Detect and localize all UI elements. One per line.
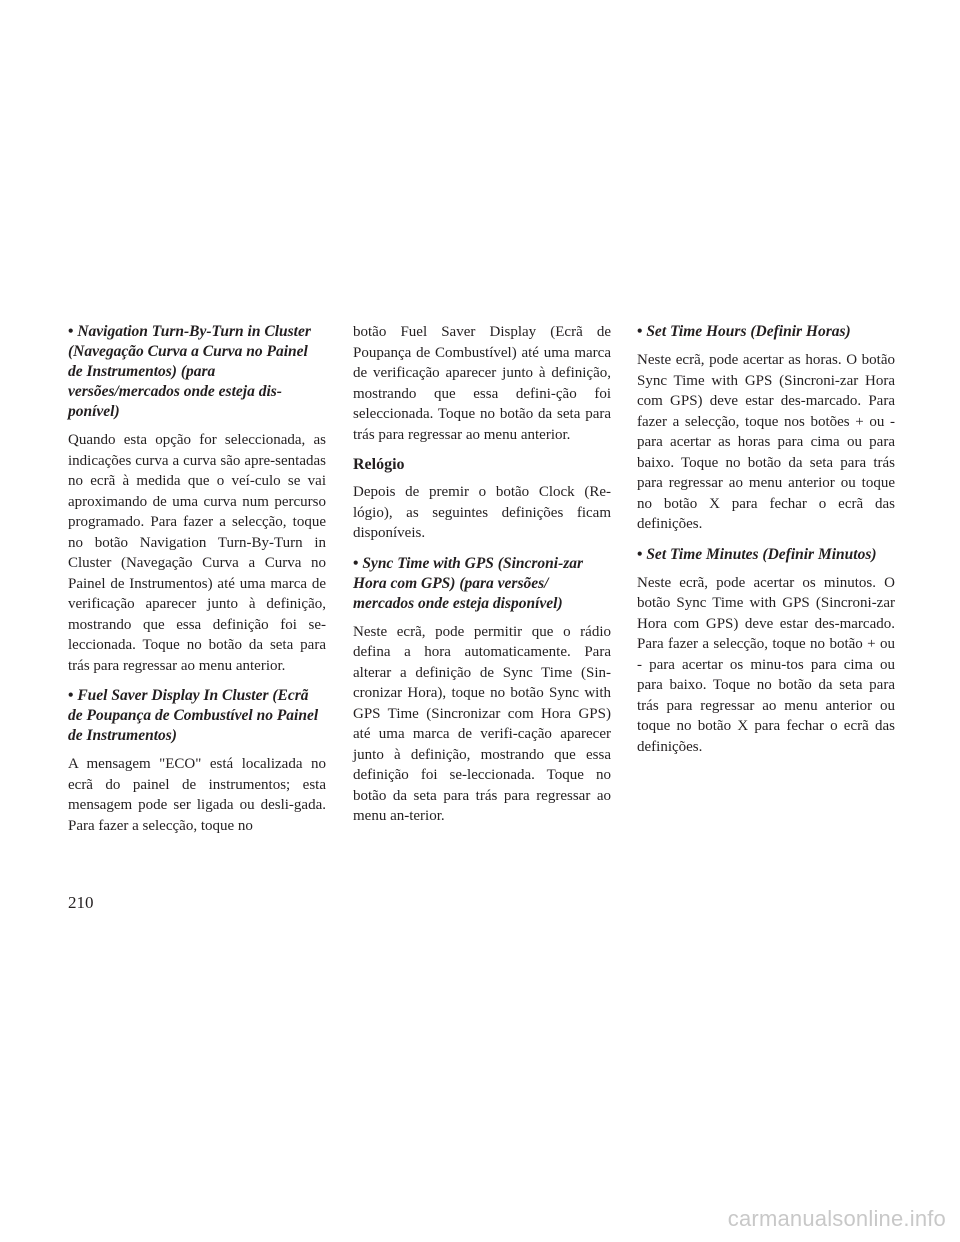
heading-text: Navigation Turn-By-Turn in Cluster (Navegação Curva a Curva no Painel de Instrumentos) (para versões/mercados onde esteja dis-ponível) (68, 323, 311, 420)
heading-text: Set Time Hours (Definir Horas) (646, 323, 851, 340)
bullet-icon: • (68, 323, 74, 340)
watermark-text: carmanualsonline.info (727, 1206, 946, 1231)
section-heading (68, 322, 326, 422)
column-right (637, 322, 895, 767)
body-paragraph: Quando esta opção for seleccionada, as indicações curva a curva são apre-sentadas no ecrã à medida que o veí-culo se vai aproximando de uma curva num percurso programado. Para fazer a selecção, toque no botão Navigation Turn-By-Turn in Cluster (Navegação Curva a Curva no Painel de Instrumentos) até uma marca de verificação aparecer junto à definição, mostrando que essa definição foi se-leccionada. Toque no botão da seta para trás para regressar ao menu anterior. (68, 432, 326, 674)
bullet-icon: • (637, 323, 643, 340)
column-middle (353, 322, 611, 837)
section-subheading: Relógio (353, 456, 405, 473)
body-paragraph: A mensagem "ECO" está localizada no ecrã do painel de instrumentos; esta mensagem pode ser ligada ou desli-gada. Para fazer a selecção, toque no (68, 756, 326, 834)
body-paragraph: Depois de premir o botão Clock (Re-lógio), as seguintes definições ficam disponíveis. (353, 484, 611, 541)
body-paragraph: botão Fuel Saver Display (Ecrã de Poupança de Combustível) até uma marca de verificação aparecer junto à definição, mostrando que essa defini-ção foi seleccionada. Toque no botão da seta para trás para regressar ao menu anterior. (353, 324, 611, 443)
heading-text: Set Time Minutes (Definir Minutos) (646, 545, 877, 563)
body-paragraph: Neste ecrã, pode acertar as horas. O botão Sync Time with GPS (Sincroni-zar Hora com GPS) deve estar des-marcado. Para fazer a selecção, toque nos botões + ou - para acertar as horas para cima ou para baixo. Toque no botão da seta para trás para regressar ao menu anterior ou toque no botão X para fechar o ecrã das definições. (637, 352, 895, 532)
body-paragraph: Neste ecrã, pode acertar os minutos. O botão Sync Time with GPS (Sincroni-zar Hora com GPS) deve estar des-marcado. Para fazer a selecção, toque no botão + ou - para acertar os minu-tos para cima ou para baixo. Toque no botão da seta para trás para regressar ao menu anterior ou toque no botão X para fechar o ecrã das definições. (637, 574, 895, 755)
column-left (68, 322, 326, 846)
section-heading (353, 554, 611, 614)
heading-text: Fuel Saver Display In Cluster (Ecrã de Poupança de Combustível no Painel de Instrumentos) (68, 687, 319, 744)
section-heading (68, 686, 326, 746)
bullet-icon: • (68, 687, 74, 704)
heading-text: Sync Time with GPS (Sincroni-zar Hora com GPS) (para versões/ mercados onde esteja disponível) (353, 554, 584, 612)
bullet-icon: • (637, 545, 643, 563)
page-number: 210 (68, 893, 94, 912)
section-heading (637, 322, 895, 342)
bullet-icon: • (353, 554, 359, 572)
section-heading (637, 545, 895, 565)
body-paragraph: Neste ecrã, pode permitir que o rádio defina a hora automaticamente. Para alterar a definição de Sync Time (Sin-cronizar Hora), toque no botão Sync with GPS Time (Sincronizar com Hora GPS) até uma marca de verifi-cação aparecer junto à definição, mostrando que essa definição foi se-leccionada. Toque no botão da seta para trás para regressar ao menu an-terior. (353, 623, 611, 824)
